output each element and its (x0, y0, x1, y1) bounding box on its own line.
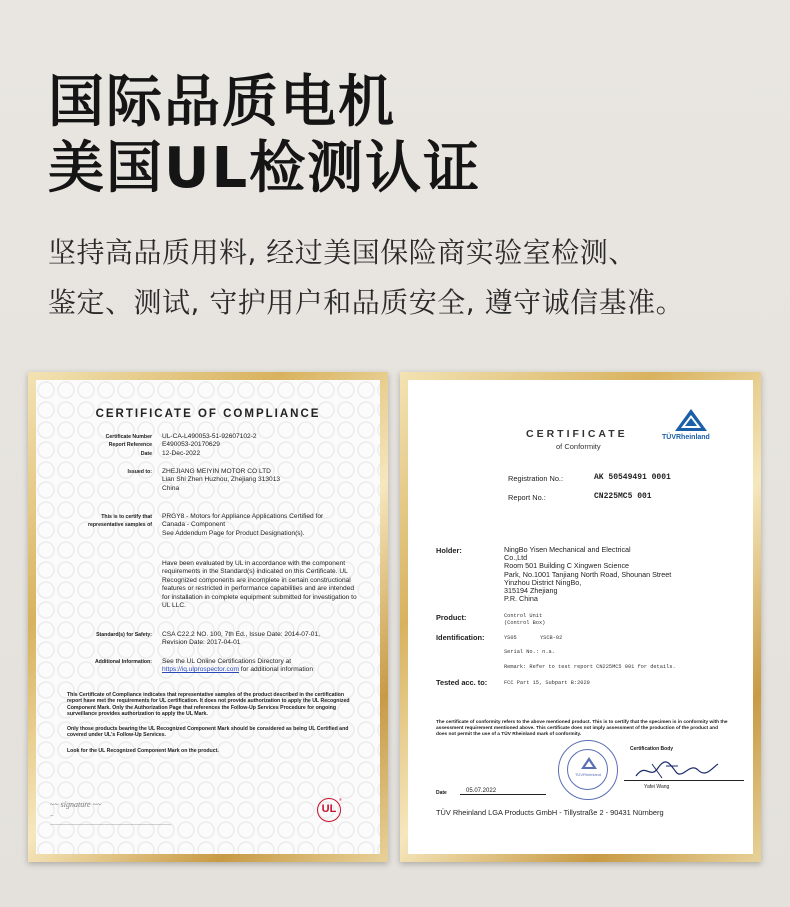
holder-label: Holder: (436, 546, 462, 555)
page-subtitle (48, 228, 684, 328)
certification-body-label: Certification Body (630, 746, 674, 752)
serial-number: Serial No.: n.a. (504, 649, 555, 655)
tuv-date: 05.07.2022 (460, 788, 546, 795)
tuv-certificate (408, 380, 753, 854)
holder-line-7: P.R. China (504, 594, 538, 604)
standards-label: Standard(s) for Safety: (96, 632, 152, 638)
stamp-text: TÜVRheinland (574, 772, 601, 777)
signer-name: Yafei Wang (644, 784, 670, 790)
tuv-conformity-note: The certificate of conformity refers to the above mentioned product. This is to certify that the specimen is in conformity with the assessment requirement mentioned above. This certificate does not imply assessment of the production of the product and does not permit the use of a TÜV Rheinland mark of conformity. (436, 720, 728, 737)
ul-certificate (36, 380, 380, 854)
product-line-1: Control Unit (504, 613, 543, 619)
ul-certificate-title: CERTIFICATE OF COMPLIANCE (95, 408, 321, 420)
tuv-date-label: Date (436, 790, 447, 796)
evaluated-text: Have been evaluated by UL in accordance with the component requirements in the Standard(s) indicated on this Certificate. UL Recognized components are incomplete in certain constructional features or restricted in performance capabilities and are intended for installation in complete equipment submitted for investigation to UL LLC. (162, 560, 357, 610)
holder-line-1: NingBo Yisen Mechanical and Electrical (504, 545, 631, 554)
ul-certificate-frame (28, 372, 388, 862)
ul-footer-para-1: This Certificate of Compliance indicates that representative samples of the product described in the certification report have met the requirements for UL certification. It does not provide authorization to apply the UL Recognized Component Mark. Only the Authorization Page that references the Follow-Up Services Procedure for ongoing surveillance provides authorization to apply the UL Mark. (67, 692, 350, 717)
tuv-triangle-logo-icon (673, 408, 709, 432)
report-label: Report No.: (508, 493, 546, 502)
standards-line-1: CSA C22.2 NO. 100, 7th Ed., Issue Date: 2014-07-01, (162, 631, 320, 638)
product-label: Product: (436, 613, 467, 622)
report-reference-label: Report Reference (108, 442, 152, 449)
ul-logo-icon: UL (317, 798, 341, 822)
registration-label: Registration No.: (508, 474, 564, 483)
certificate-number-label: Certificate Number (105, 434, 152, 440)
holder-line-6: 315194 Zhejiang (504, 586, 558, 596)
holder-line-4: Park, No.1001 Tanjiang North Road, Shounan Street (504, 569, 672, 579)
issued-to-label: Issued to: (127, 469, 152, 475)
additional-info-label: Additional Information: (94, 659, 152, 665)
remark: Remark: Refer to test report CN225MC5 001 for details. (504, 664, 676, 670)
issued-to-address: Lian Shi Zhen Huzhou, Zhejiang 313013 (162, 476, 281, 484)
ul-signature-caption: — (50, 813, 54, 817)
product-line-3: See Addendum Page for Product Designation(s). (162, 529, 305, 537)
product-line-1: PRGY8 - Motors for Appliance Applications Certified for (162, 513, 324, 520)
signature-line (624, 780, 744, 781)
tuv-footer-address: TÜV Rheinland LGA Products GmbH - Tillystraße 2 - 90431 Nürnberg (436, 808, 664, 817)
issued-to-country: China (162, 484, 180, 492)
registered-mark-icon: ® (339, 797, 342, 802)
holder-line-5: Yinzhou District NingBo, (504, 577, 582, 587)
identification-1: YS05 (504, 635, 517, 641)
ul-directory-link[interactable]: https://iq.ulprospector.com (162, 666, 239, 674)
certify-label-2: representative samples of (87, 522, 152, 529)
report-reference: E490053-20170629 (162, 441, 220, 449)
additional-line-1: See the UL Online Certifications Directory at (162, 658, 292, 665)
ul-additional-block (36, 658, 380, 675)
certificate-date: 12-Dec-2022 (162, 449, 201, 457)
holder-line-2: Co.,Ltd (504, 553, 528, 563)
ul-product-block (36, 513, 380, 538)
date-label: Date (140, 450, 152, 457)
tuv-certificate-frame (400, 372, 761, 862)
product-line-2: (Control Box) (504, 620, 546, 626)
issued-to-company: ZHEJIANG MEIYIN MOTOR CO LTD (162, 468, 271, 475)
ul-evaluated-block (36, 560, 380, 610)
subtitle-line-1: 坚持高品质用料, 经过美国保险商实验室检测、 (48, 236, 637, 269)
ul-details-block (36, 433, 380, 458)
tested-label: Tested acc. to: (436, 678, 488, 687)
tuv-certificate-title: CERTIFICATE (526, 428, 628, 440)
tuv-certificate-subtitle: of Conformity (556, 442, 601, 451)
tuv-signature (632, 758, 722, 782)
tested-standard: FCC Part 15, Subpart B:2020 (504, 680, 590, 686)
additional-suffix: for additional information (238, 666, 314, 674)
tuv-stamp-icon (558, 740, 618, 800)
ul-standards-block (36, 631, 380, 648)
product-line-2: Canada - Component (162, 521, 226, 529)
ul-footer-para-2: Only those products bearing the UL Recognized Component Mark should be considered as being UL Certified and covered under UL's Follow-Up Services. (67, 726, 349, 739)
ul-issued-to-block (36, 468, 380, 493)
standards-line-2: Revision Date: 2017-04-01 (162, 639, 241, 647)
subtitle-line-2: 鉴定、测试, 守护用户和品质安全, 遵守诚信基准。 (48, 286, 685, 319)
ul-fine-print: —————————————————————————————————————— (50, 822, 172, 826)
certificate-number: UL-CA-L490053-51-92607102-2 (162, 433, 257, 440)
report-number: CN225MC5 001 (594, 492, 652, 501)
title-line-2: 美国UL检测认证 (48, 136, 482, 201)
identification-2: YSCB-02 (540, 635, 563, 641)
tuv-logo-text: TÜVRheinland (662, 434, 710, 441)
certify-label-1: This is to certify that (101, 514, 152, 520)
ul-footer-para-3: Look for the UL Recognized Component Mark on the product. (67, 748, 219, 754)
registration-number: AK 50549491 0001 (594, 473, 671, 482)
holder-address (504, 546, 671, 603)
page-title (48, 70, 481, 202)
ul-signature: ~~ signature ~~ (50, 800, 102, 809)
title-line-1: 国际品质电机 (48, 70, 396, 135)
holder-line-3: Room 501 Building C Xingwen Science (504, 561, 630, 571)
identification-label: Identification: (436, 633, 485, 642)
